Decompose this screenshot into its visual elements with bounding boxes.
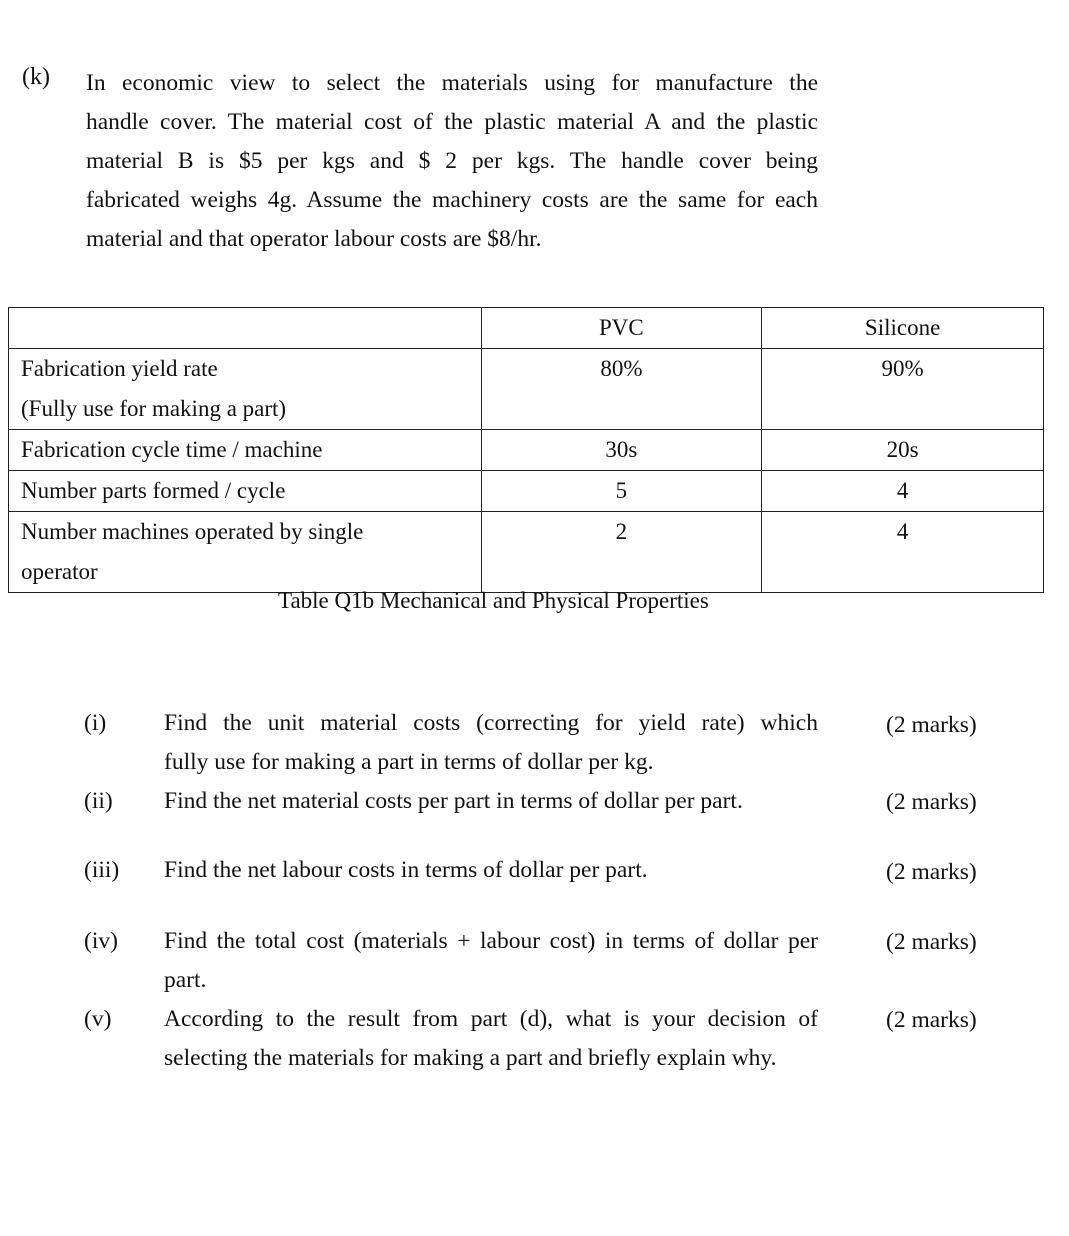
subquestion-number: (v) [84,1006,112,1032]
properties-table [8,307,1044,593]
intro-line: material B is $5 per kgs and $ 2 per kgs. The handle cover being [86,148,818,174]
table-caption: Table Q1b Mechanical and Physical Properties [278,588,709,613]
intro-line: fabricated weighs 4g. Assume the machinery costs are the same for each [86,187,818,213]
table-row [9,471,1044,512]
subquestion-text: Find the total cost (materials + labour cost) in terms of dollar per [164,928,818,954]
intro-line: handle cover. The material cost of the plastic material A and the plastic [86,109,818,135]
header-pvc: PVC [481,308,762,349]
cell-silicone: 90% [762,349,1044,430]
row-label: Number parts formed / cycle [9,471,482,512]
marks-label: (2 marks) [886,1007,977,1033]
marks-label: (2 marks) [886,712,977,738]
question-intro [86,64,818,259]
subquestion-text: Find the net material costs per part in terms of dollar per part. [164,788,743,814]
cell-pvc: 2 [481,512,762,593]
row-label: Fabrication cycle time / machine [9,430,482,471]
cell-silicone: 20s [762,430,1044,471]
intro-line: material and that operator labour costs are $8/hr. [86,226,542,252]
table-header-row [9,308,1044,349]
cell-silicone: 4 [762,471,1044,512]
row-label: Fabrication yield rate (Fully use for making a part) [9,349,482,430]
cell-pvc: 30s [481,430,762,471]
subquestion-text: part. [164,967,207,993]
table-row [9,512,1044,593]
subquestion-number: (iii) [84,857,120,883]
subquestion-number: (iv) [84,928,118,954]
subquestion-number: (ii) [84,788,113,814]
subquestion-text: fully use for making a part in terms of dollar per kg. [164,749,654,775]
question-label: (k) [22,64,50,90]
subquestion-text: Find the unit material costs (correcting for yield rate) which [164,710,818,736]
table-row [9,430,1044,471]
subquestion-text: According to the result from part (d), what is your decision of [164,1006,818,1032]
cell-pvc: 80% [481,349,762,430]
marks-label: (2 marks) [886,929,977,955]
subquestion-text: selecting the materials for making a part and briefly explain why. [164,1045,777,1071]
table-header-blank [9,308,482,349]
marks-label: (2 marks) [886,859,977,885]
table-row [9,349,1044,430]
marks-label: (2 marks) [886,789,977,815]
cell-pvc: 5 [481,471,762,512]
cell-silicone: 4 [762,512,1044,593]
subquestion-number: (i) [84,710,107,736]
intro-line: In economic view to select the materials using for manufacture the [86,70,818,96]
row-label: Number machines operated by single operator [9,512,482,593]
header-silicone: Silicone [762,308,1044,349]
subquestion-text: Find the net labour costs in terms of dollar per part. [164,857,648,883]
